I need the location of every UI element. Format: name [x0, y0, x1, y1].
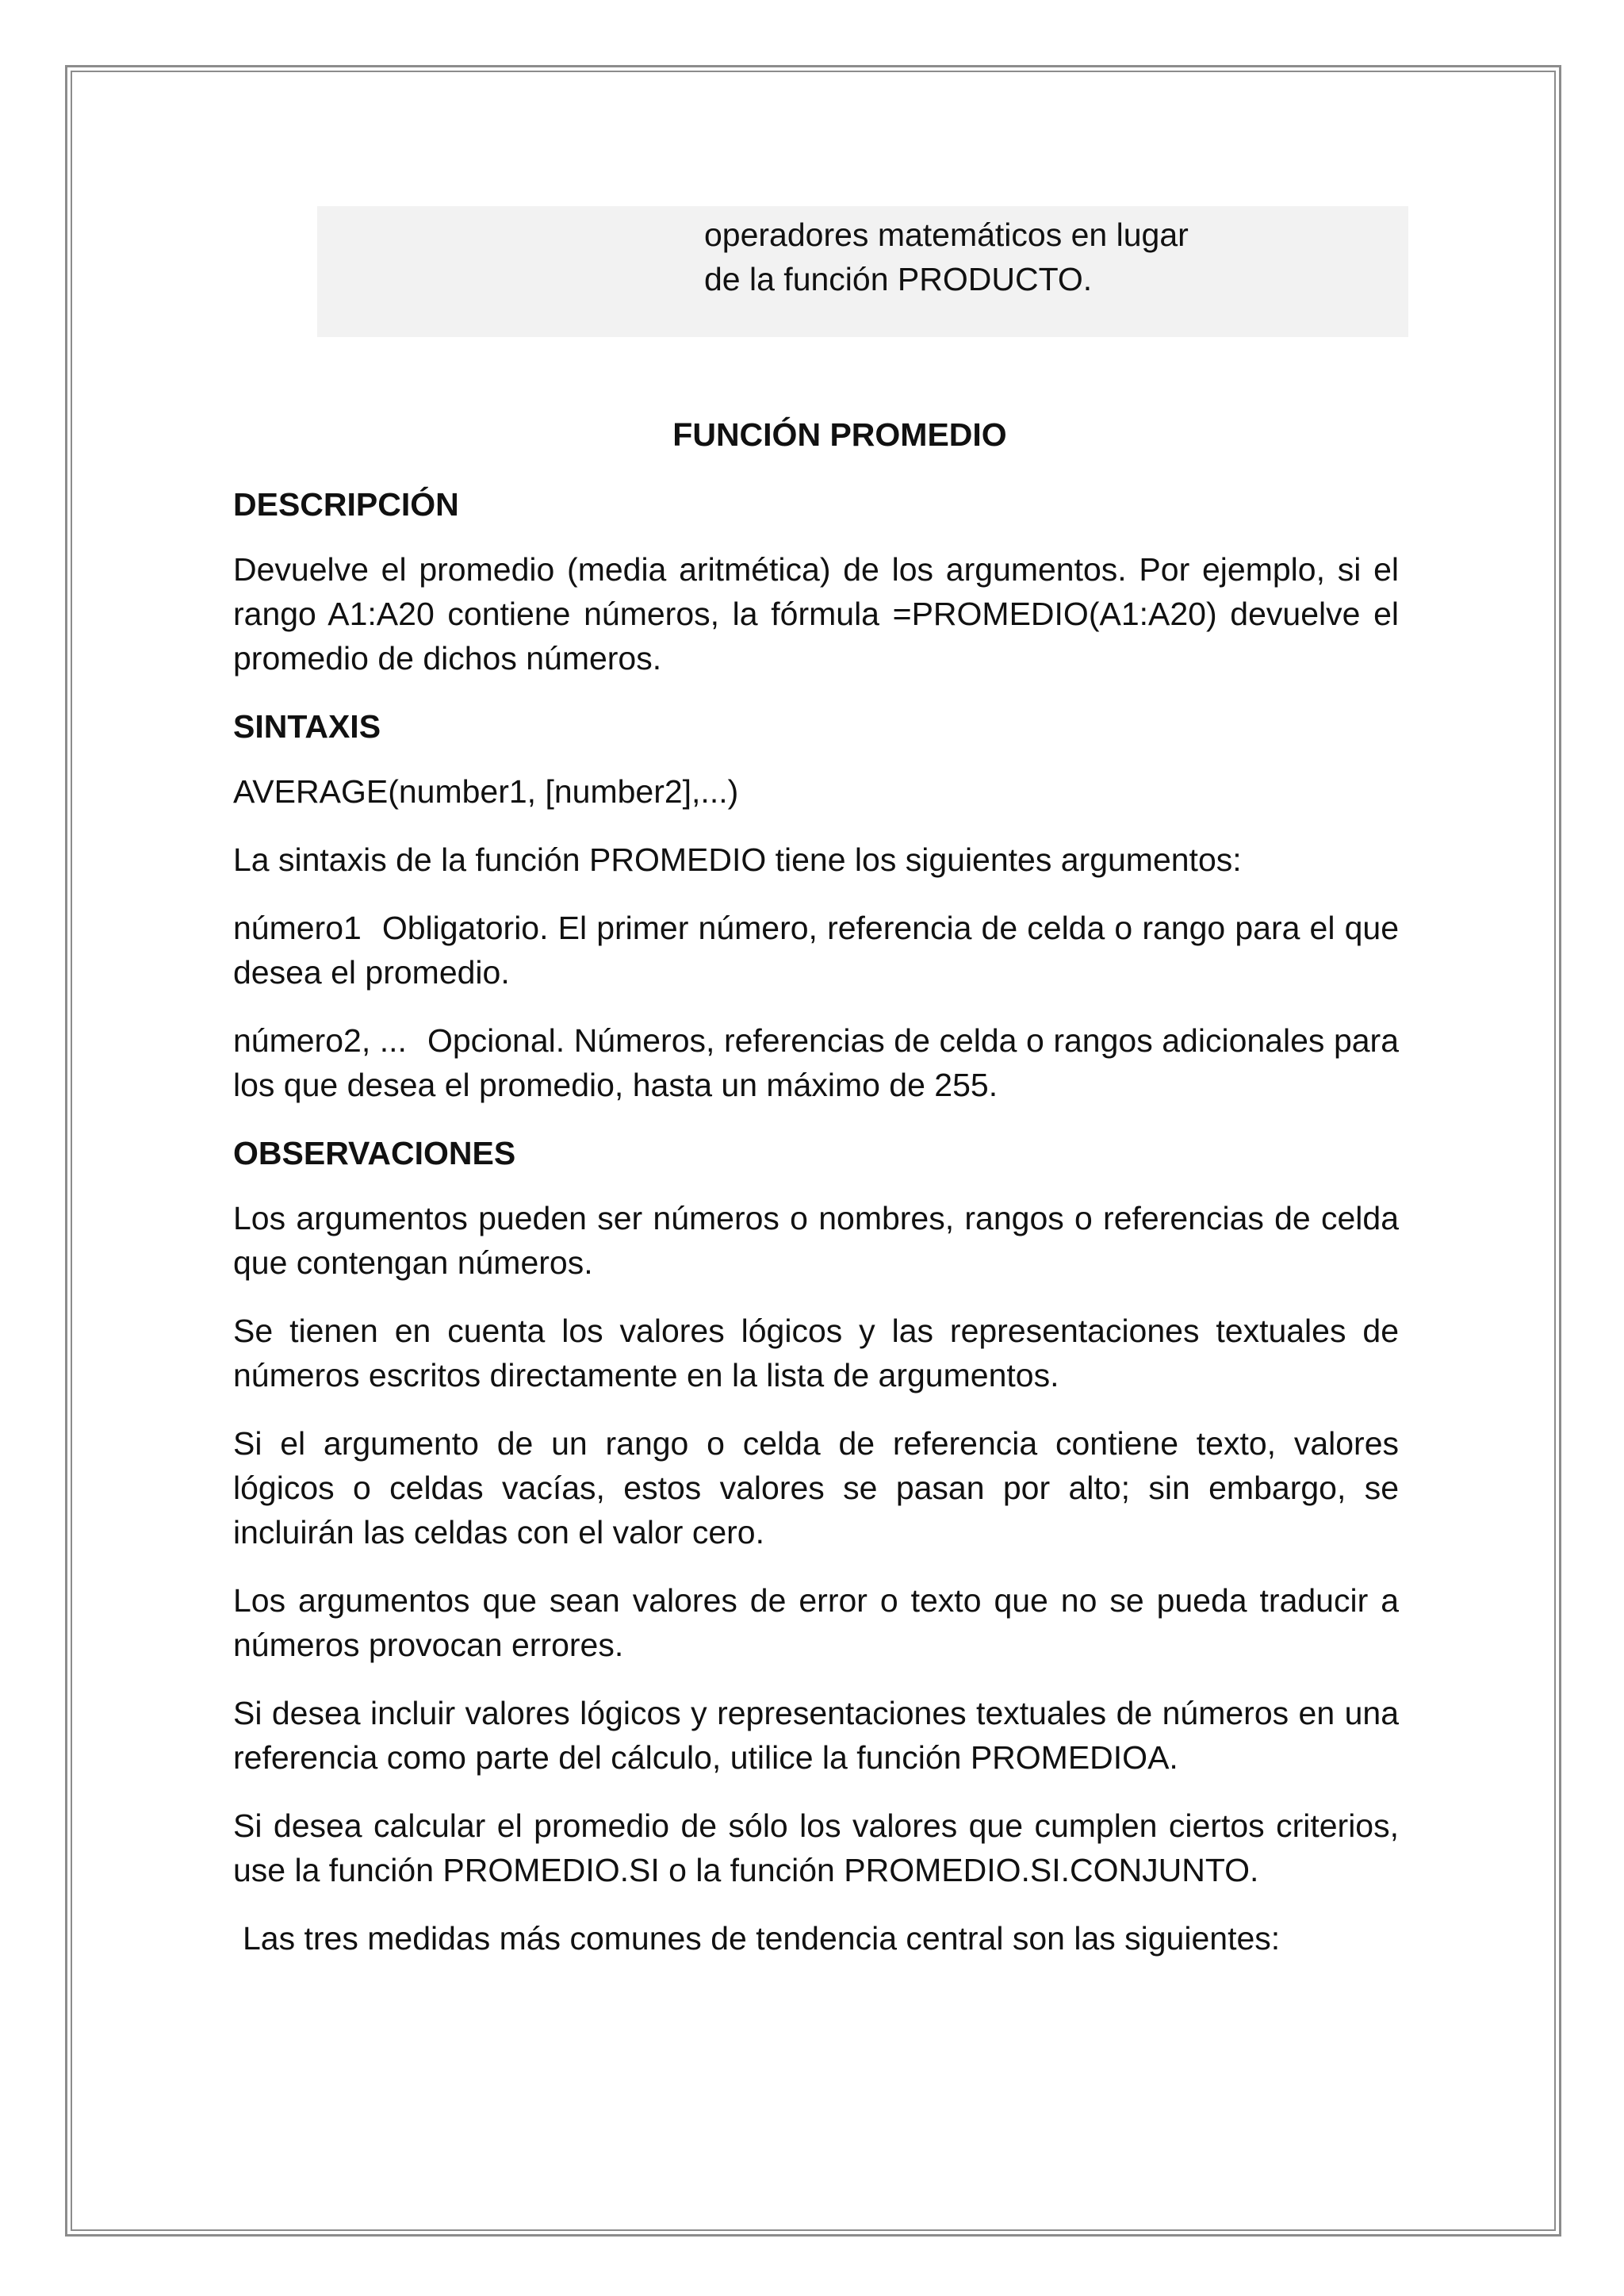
observation-paragraph: Si desea calcular el promedio de sólo los valores que cumplen ciertos criterios, use la función PROMEDIO.SI o la función PROMEDIO.SI.CONJUNTO. [233, 1807, 1399, 1888]
closing-sentence: Las tres medidas más comunes de tendencia central son las siguientes: [243, 1920, 1281, 1957]
observation-paragraph: Los argumentos pueden ser números o nombres, rangos o referencias de celda que contengan números. [233, 1200, 1399, 1281]
page-title: FUNCIÓN PROMEDIO [672, 416, 1007, 453]
argument-term: número2, ... [233, 1022, 407, 1059]
observation-paragraph: Se tienen en cuenta los valores lógicos y las representaciones textuales de números escritos directamente en la lista de argumentos. [233, 1313, 1399, 1393]
continued-line-1: operadores matemáticos en lugar [704, 217, 1189, 253]
argument-description: Opcional. Números, referencias de celda o rangos adicionales para los que desea el promedio, hasta un máximo de 255. [233, 1022, 1399, 1103]
descripcion-text: Devuelve el promedio (media aritmética) de los argumentos. Por ejemplo, si el rango A1:A20 contiene números, la fórmula =PROMEDIO(A1:A20) devuelve el promedio de dichos números. [233, 551, 1399, 677]
continued-table-text [704, 213, 1212, 301]
continued-line-2: de la función PRODUCTO. [704, 261, 1093, 297]
syntax-intro: La sintaxis de la función PROMEDIO tiene los siguientes argumentos: [233, 841, 1242, 878]
syntax-formula: AVERAGE(number1, [number2],...) [233, 773, 739, 810]
argument-number1 [233, 906, 1399, 995]
observation-paragraph: Si desea incluir valores lógicos y representaciones textuales de números en una referencia como parte del cálculo, utilice la función PROMEDIOA. [233, 1695, 1399, 1776]
observation-paragraph: Si el argumento de un rango o celda de referencia contiene texto, valores lógicos o celdas vacías, estos valores se pasan por alto; sin embargo, se incluirán las celdas con el valor cero. [233, 1425, 1399, 1550]
heading-observaciones: OBSERVACIONES [233, 1135, 516, 1171]
heading-descripcion: DESCRIPCIÓN [233, 486, 459, 523]
argument-description: Obligatorio. El primer número, referencia de celda o rango para el que desea el promedio. [233, 910, 1399, 991]
argument-term: número1 [233, 910, 362, 946]
argument-number2 [233, 1018, 1399, 1107]
observation-paragraph: Los argumentos que sean valores de error o texto que no se pueda traducir a números provocan errores. [233, 1582, 1399, 1663]
heading-sintaxis: SINTAXIS [233, 708, 381, 745]
document-body [233, 412, 1399, 1984]
